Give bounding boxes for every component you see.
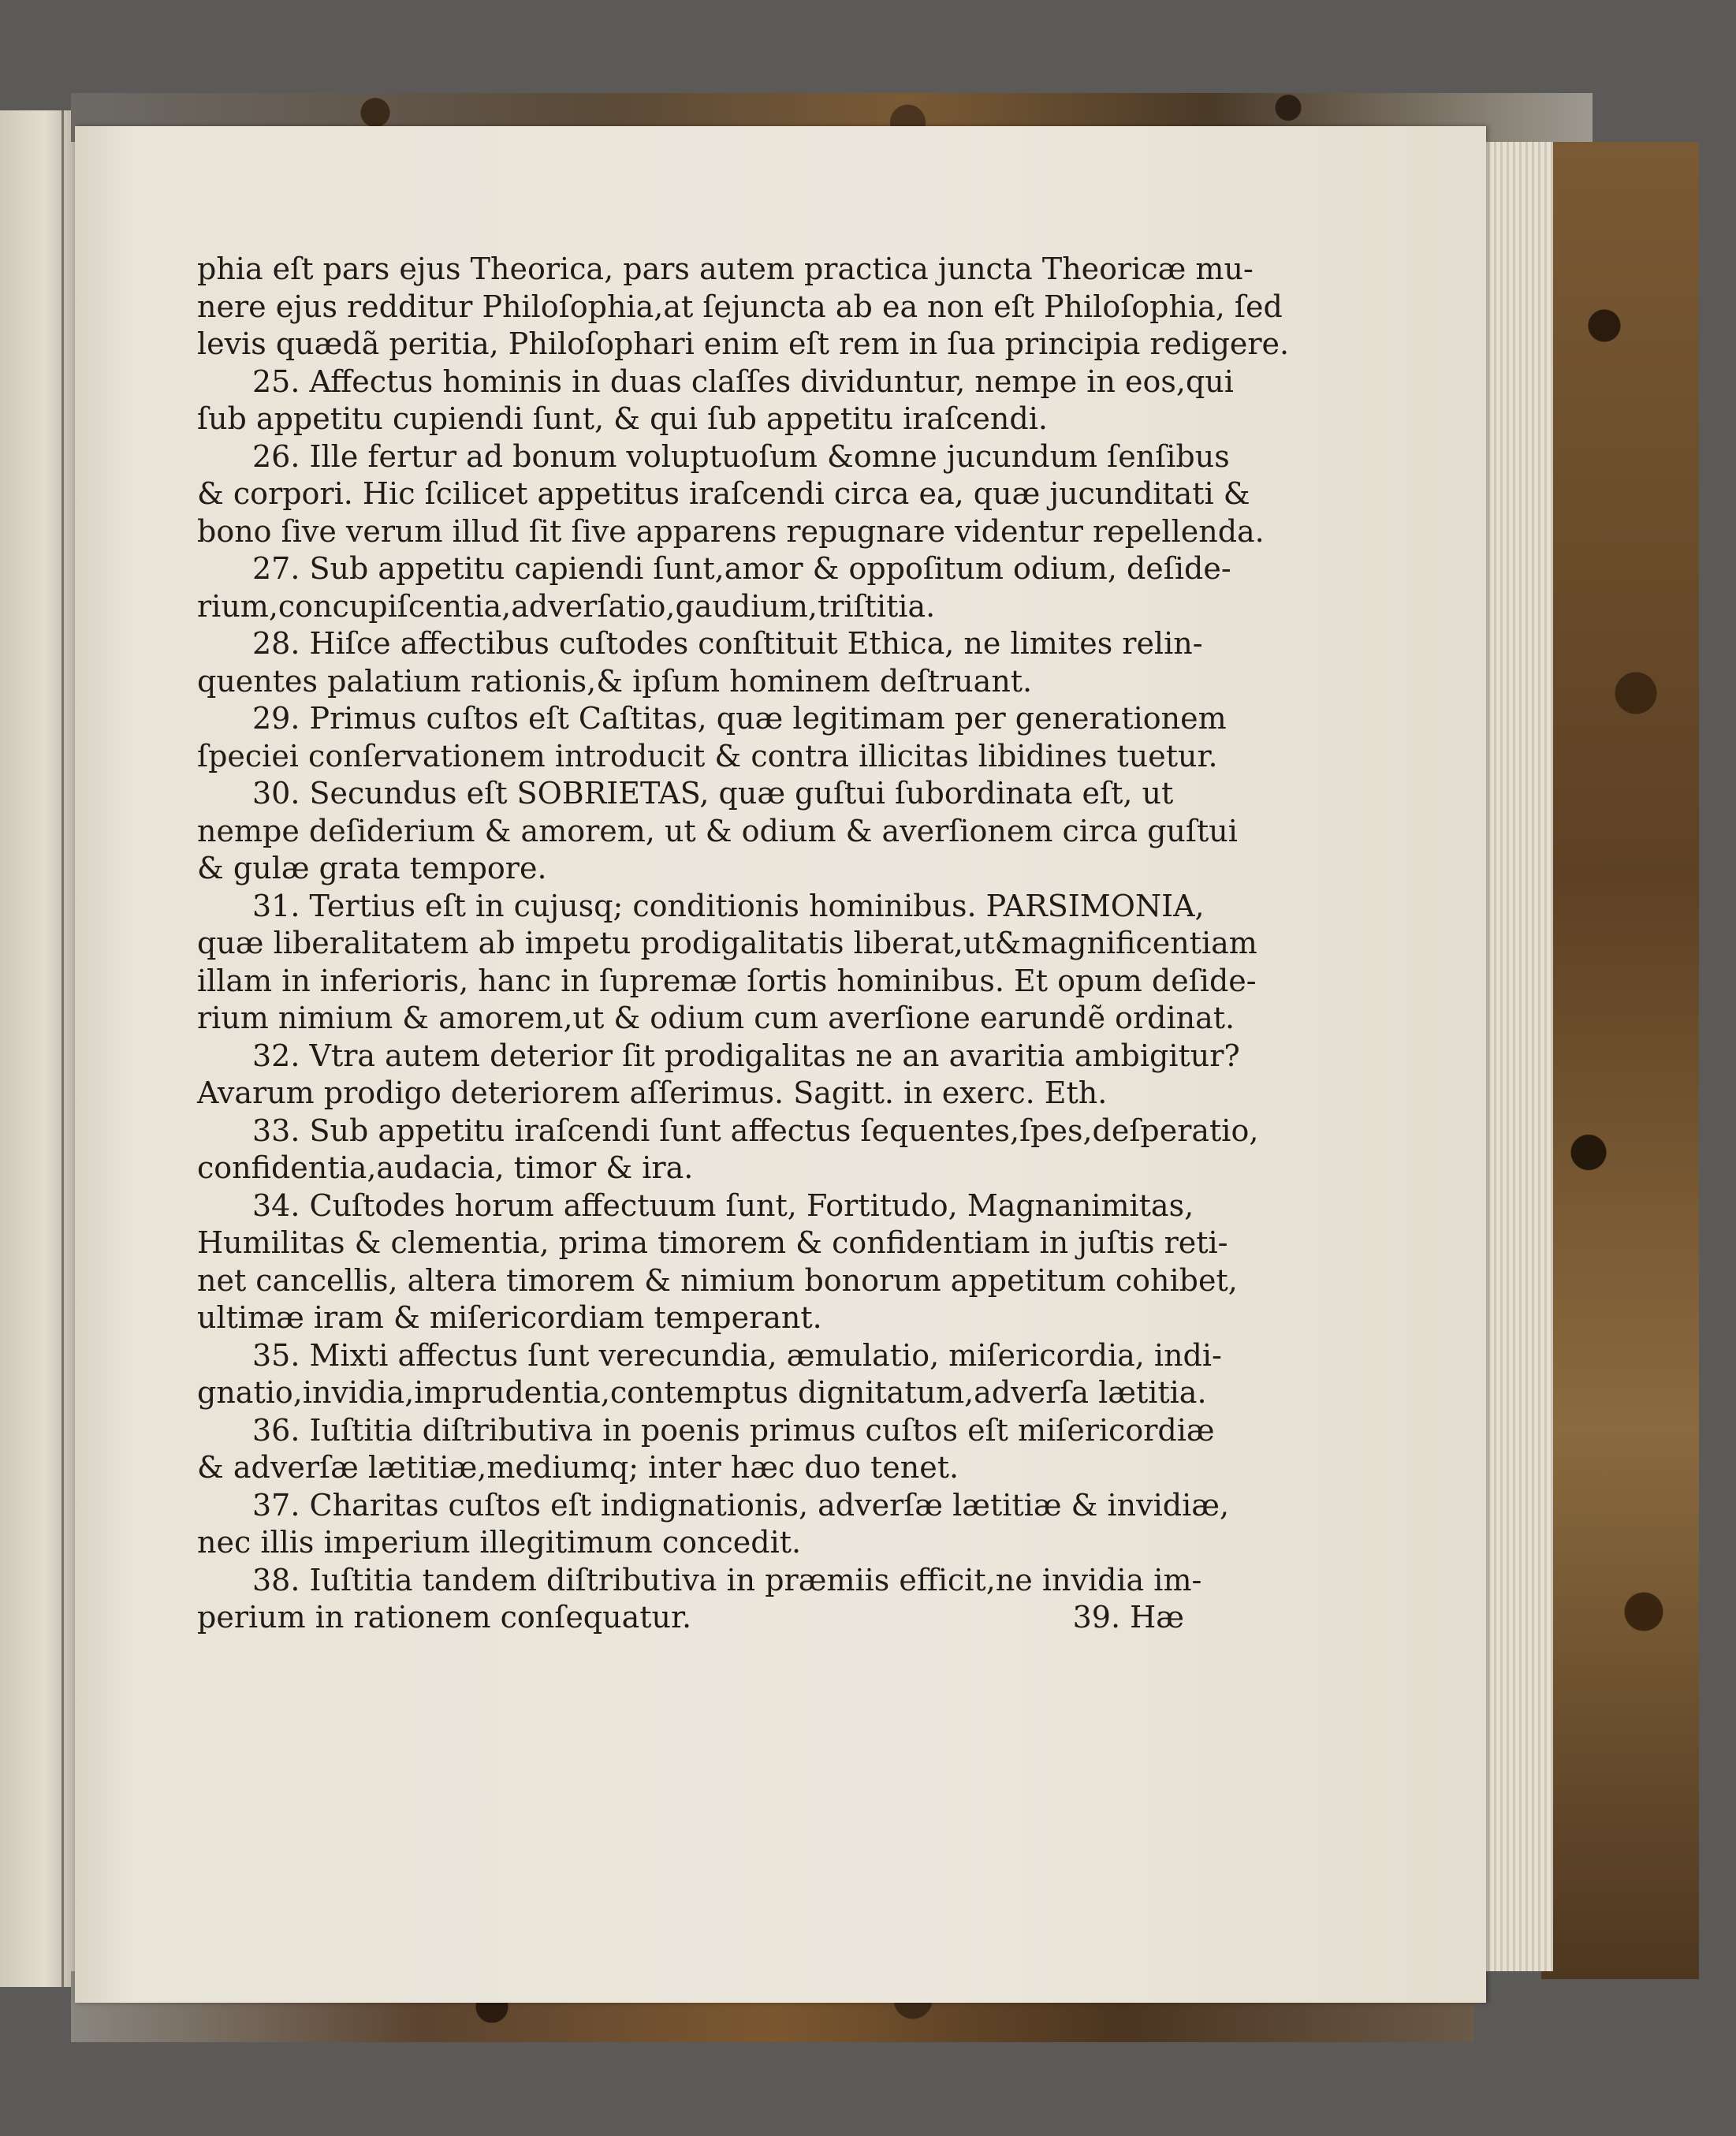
text-line: & gulæ grata tempore. <box>197 851 547 885</box>
text-line: ſub appetitu cupiendi ſunt, & qui ſub appetitu iraſcendi. <box>197 401 1048 436</box>
text-line: Avarum prodigo deteriorem aſſerimus. Sagitt. in exerc. Eth. <box>197 1075 1108 1110</box>
page-text <box>197 251 1290 1637</box>
text-line: levis quædã peritia, Philoſophari enim eſt rem in ſua principia redigere. <box>197 326 1290 361</box>
text-line: Humilitas & clementia, prima timorem & confidentiam in juſtis reti- <box>197 1225 1228 1260</box>
text-line: 36. Iuſtitia diſtributiva in poenis primus cuſtos eſt miſericordiæ <box>252 1412 1215 1448</box>
left-page-edge <box>0 110 75 1987</box>
text-line: 32. Vtra autem deterior ſit prodigalitas ne an avaritia ambigitur? <box>252 1038 1240 1073</box>
text-line: 31. Tertius eſt in cujusq; conditionis hominibus. PARSIMONIA, <box>252 888 1205 923</box>
text-line: 38. Iuſtitia tandem diſtributiva in præmiis efficit,ne invidia im- <box>252 1562 1202 1597</box>
text-line: 27. Sub appetitu capiendi ſunt,amor & oppoſitum odium, deſide- <box>252 551 1231 586</box>
text-line: gnatio,invidia,imprudentia,contemptus dignitatum,adverſa lætitia. <box>197 1375 1207 1410</box>
text-line: 25. Affectus hominis in duas claſſes dividuntur, nempe in eos,qui <box>252 363 1234 399</box>
final-line-with-catchword <box>197 1599 1200 1637</box>
catchword: 39. Hæ <box>1072 1600 1184 1635</box>
text-line: & adverſæ lætitiæ,mediumq; inter hæc duo tenet. <box>197 1450 959 1485</box>
text-line: quæ liberalitatem ab impetu prodigalitatis liberat,ut&magnificentiam <box>197 926 1257 960</box>
text-line: rium,concupiſcentia,adverſatio,gaudium,triſtitia. <box>197 588 936 624</box>
text-line: 30. Secundus eſt SOBRIETAS, quæ guſtui ſubordinata eſt, ut <box>252 776 1174 811</box>
binding-cover-right <box>1541 142 1699 1979</box>
text-line: 28. Hiſce affectibus cuſtodes conſtituit Ethica, ne limites relin- <box>252 626 1203 661</box>
text-line: rium nimium & amorem,ut & odium cum averſione earundẽ ordinat. <box>197 1001 1235 1035</box>
text-line: 37. Charitas cuſtos eſt indignationis, adverſæ lætitiæ & invidiæ, <box>252 1487 1230 1523</box>
text-line: 29. Primus cuſtos eſt Caſtitas, quæ legitimam per generationem <box>252 701 1227 736</box>
page-gutter-rule <box>61 110 64 1987</box>
text-line: & corpori. Hic ſcilicet appetitus iraſcendi circa ea, quæ jucunditati & <box>197 476 1250 511</box>
text-line: nec illis imperium illegitimum concedit. <box>197 1525 802 1560</box>
text-line: net cancellis, altera timorem & nimium bonorum appetitum cohibet, <box>197 1262 1238 1298</box>
text-line: perium in rationem conſequatur. <box>197 1600 692 1635</box>
text-line: illam in inferioris, hanc in ſupremæ ſortis hominibus. Et opum deſide- <box>197 963 1257 998</box>
text-line: confidentia,audacia, timor & ira. <box>197 1150 694 1185</box>
text-line: 35. Mixti affectus ſunt verecundia, æmulatio, miſericordia, indi- <box>252 1337 1222 1373</box>
text-line: ſpeciei conſervationem introducit & contra illicitas libidines tuetur. <box>197 738 1218 774</box>
text-line: 34. Cuſtodes horum affectuum ſunt, Fortitudo, Magnanimitas, <box>252 1187 1194 1223</box>
text-line: 26. Ille fertur ad bonum voluptuoſum &omne jucundum ſenſibus <box>252 438 1230 474</box>
text-line: bono ſive verum illud ſit ſive apparens repugnare videntur repellenda. <box>197 513 1265 549</box>
text-line: 33. Sub appetitu iraſcendi ſunt affectus ſequentes,ſpes,deſperatio, <box>252 1113 1259 1148</box>
text-line: nere ejus redditur Philoſophia,at ſejuncta ab ea non eſt Philoſophia, ſed <box>197 289 1283 324</box>
text-line: quentes palatium rationis,& ipſum hominem deſtruant. <box>197 663 1033 699</box>
text-line: nempe deſiderium & amorem, ut & odium & averſionem circa guſtui <box>197 813 1238 848</box>
text-line: phia eſt pars ejus Theorica, pars autem practica juncta Theoricæ mu- <box>197 252 1254 286</box>
text-line: ultimæ iram & miſericordiam temperant. <box>197 1300 822 1335</box>
